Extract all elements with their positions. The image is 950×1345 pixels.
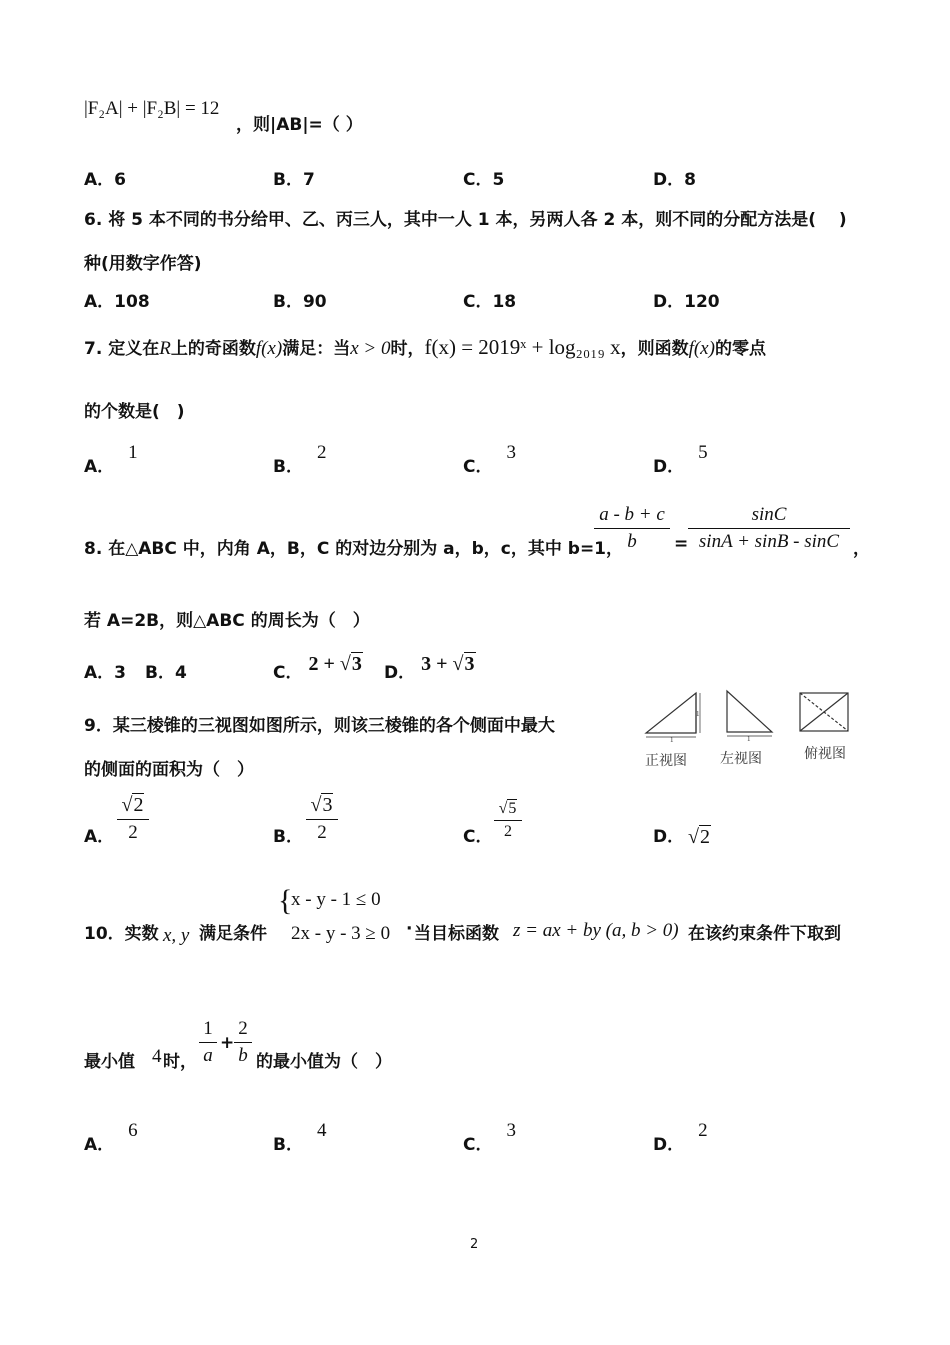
q10-plus: + — [220, 1033, 235, 1053]
q6-line1: 6. 将 5 本不同的书分给甲、乙、丙三人，其中一人 1 本，另两人各 2 本，则不同的分配方法是( ) — [84, 210, 847, 230]
top-view-drawing — [800, 693, 848, 731]
q9-line2: 的侧面的面积为（ ） — [84, 760, 254, 780]
q8-option-d: D． 3 + √3 — [384, 653, 475, 683]
q8-fraction-2: sinC sinA + sinB - sinC — [688, 504, 850, 553]
q9-line1: 9．某三棱锥的三视图如图所示，则该三棱锥的各个侧面中最大 — [84, 716, 555, 736]
q10-min-value: 4 — [152, 1046, 162, 1067]
left-view-drawing — [727, 691, 772, 736]
q6-option-c: C．18 — [463, 292, 517, 312]
q7-line2: 的个数是( ) — [84, 402, 185, 422]
q9-option-a-label: A． — [84, 827, 115, 847]
q9-option-d-label: D． — [653, 827, 685, 847]
left-view-label: 左视图 — [720, 751, 762, 767]
q8-option-c: C． 2 + √3 — [273, 653, 362, 683]
q10-text-2: 满足条件 — [199, 924, 267, 944]
q10-constraint-1: x - y - 1 ≤ 0 — [291, 889, 381, 910]
q7-fx2: f(x) — [688, 338, 715, 359]
q10-line2-c: 的最小值为（ ） — [256, 1052, 392, 1072]
q10-option-a: A．6 — [84, 1120, 138, 1155]
q8-option-b: B．4 — [145, 663, 187, 683]
q9-option-c-value: √5 2 — [494, 800, 522, 841]
q7-option-c: C．3 — [463, 442, 516, 477]
q10-vars: x, y — [163, 925, 190, 946]
q10-text-3: 当目标函数 — [414, 924, 499, 944]
q7-cond: x > 0 — [350, 338, 391, 359]
q8-comma: ， — [853, 539, 870, 559]
front-view-label: 正视图 — [645, 753, 687, 769]
q5-option-b: B．7 — [273, 170, 315, 190]
q8-equals: = — [674, 534, 689, 554]
page-number: 2 — [470, 1237, 479, 1252]
q7-text-3: 满足：当 — [282, 339, 351, 359]
q8-fraction-1: a - b + c b — [594, 504, 670, 553]
q10-option-b: B．4 — [273, 1120, 327, 1155]
q10-line2-b: 时， — [163, 1052, 197, 1072]
q7-fx: f(x) — [255, 338, 283, 359]
q5-formula: |F₂A| + |F₂B| = 12 — [84, 98, 220, 119]
front-view-drawing — [646, 693, 700, 737]
q6-option-a: A．108 — [84, 292, 150, 312]
q9-option-c-label: C． — [463, 827, 493, 847]
q5-option-a: A．6 — [84, 170, 126, 190]
q7-line1 — [84, 334, 766, 360]
q10-line2-a: 最小值 — [84, 1052, 135, 1072]
top-view-label: 俯视图 — [804, 746, 846, 762]
q10-option-c: C．3 — [463, 1120, 516, 1155]
q10-text-1: 10．实数 — [84, 924, 159, 944]
q7-text-1: 7. 定义在 — [84, 339, 160, 359]
q10-objective: z = ax + by (a, b > 0) — [513, 920, 679, 941]
front-view-height-1: 1 — [696, 710, 700, 718]
q7-option-a: A．1 — [84, 442, 138, 477]
q10-fraction-1: 1 a — [199, 1018, 217, 1067]
q9-option-b-value: √3 2 — [306, 794, 338, 844]
front-view-width-1: 1 — [670, 736, 674, 744]
q7-text-2: 上的奇函数 — [170, 339, 256, 359]
q7-text-6: 的零点 — [714, 339, 766, 359]
q8-option-a: A．3 — [84, 663, 126, 683]
q8-line1: 8. 在△ABC 中，内角 A，B，C 的对边分别为 a，b，c，其中 b=1， — [84, 539, 624, 559]
q7-text-5: ，则函数 — [620, 339, 689, 359]
q10-dot: · — [406, 919, 413, 939]
q6-line2: 种(用数字作答) — [84, 254, 202, 274]
q7-option-d: D．5 — [653, 442, 708, 477]
q7-text-4: 时， — [390, 339, 425, 359]
q10-fraction-2: 2 b — [234, 1018, 252, 1067]
q9-option-b-label: B． — [273, 827, 303, 847]
q10-constraint-2: 2x - y - 3 ≥ 0 — [291, 923, 391, 944]
q7-option-b: B．2 — [273, 442, 327, 477]
q5-text: ，则|AB|=（ ） — [236, 115, 363, 135]
q9-option-d-value: √2 — [688, 826, 710, 848]
q10-text-4: 在该约束条件下取到 — [688, 924, 841, 944]
q6-option-b: B．90 — [273, 292, 327, 312]
q10-option-d: D．2 — [653, 1120, 708, 1155]
q8-line2: 若 A=2B，则△ABC 的周长为（ ） — [84, 611, 370, 631]
q9-option-a-value: √2 2 — [117, 794, 149, 844]
left-view-width-1: 1 — [747, 735, 751, 743]
q5-option-d: D．8 — [653, 170, 696, 190]
q5-option-c: C．5 — [463, 170, 505, 190]
q10-brace: { — [278, 884, 293, 917]
q7-R: R — [159, 338, 171, 359]
q7-formula: f(x) = 2019ˣ + log₂₀₁₉ x — [424, 335, 621, 359]
q6-option-d: D．120 — [653, 292, 720, 312]
